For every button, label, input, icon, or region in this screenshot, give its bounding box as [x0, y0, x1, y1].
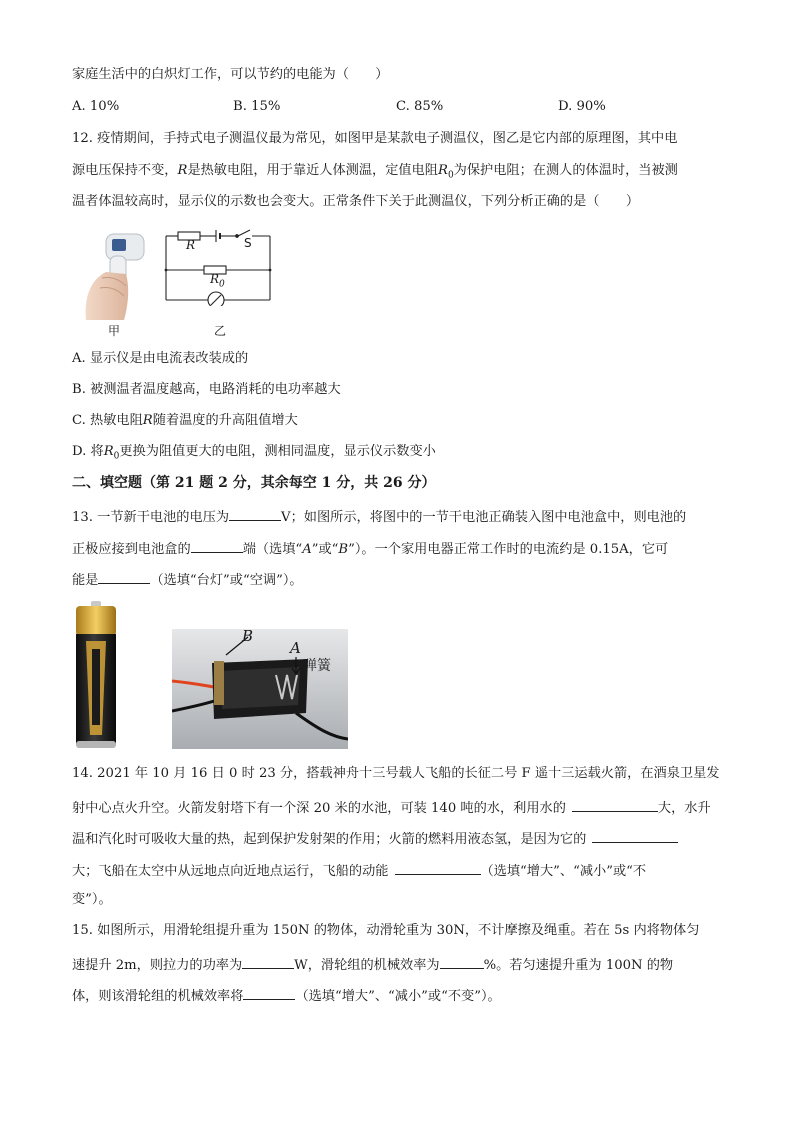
q11-option-d: D. 90% [558, 99, 606, 114]
q11-option-a: A. 10% [72, 99, 120, 114]
q14-line-2 [72, 797, 711, 818]
q12-opt-d-sub: 0 [113, 451, 120, 462]
photo-label-spring: 弹簧 [303, 658, 331, 674]
q14-line-3 [72, 828, 678, 849]
q15-line-1: 15. 如图所示，用滑轮组提升重为 150N 的物体，动滑轮重为 30N，不计摩擦及绳重。若在 5s 内将物体匀 [72, 923, 700, 938]
q15-text: %。若匀速提升重为 100N 的物 [483, 958, 674, 973]
q12-option-d [72, 443, 436, 466]
answer-blank[interactable] [229, 506, 281, 521]
q14-text: （选填“增大”、“减小”或“不 [480, 864, 647, 879]
q13-var-a: A [302, 542, 312, 557]
figure-yi-caption: 乙 [214, 324, 227, 338]
q13-text: 能是 [72, 573, 99, 588]
q12-opt-c-text: 随着温度的升高阻值增大 [152, 413, 298, 428]
q11-option-b: B. 15% [233, 99, 281, 114]
answer-blank[interactable] [242, 954, 294, 969]
q12-opt-d-text: 更换为阻值更大的电阻，测相同温度，显示仪示数变小 [119, 444, 436, 459]
q12-line-2 [72, 162, 678, 185]
label-r: R [186, 238, 196, 252]
q12-var-r: R [177, 163, 188, 178]
photo-label-b: B [242, 627, 254, 645]
q15-line-3 [72, 985, 501, 1006]
q12-option-b: B. 被测温者温度越高，电路消耗的电功率越大 [72, 382, 341, 397]
q12-opt-d-var: R [103, 444, 114, 459]
thermometer-figure [76, 228, 148, 320]
q13-text: 端（选填“ [242, 542, 303, 557]
answer-blank[interactable] [440, 954, 484, 969]
q14-text: 射中心点火升空。火箭发射塔下有一个深 20 米的水池，可装 140 吨的水，利用水的 [72, 801, 566, 816]
q12-line-3: 温者体温较高时，显示仪的示数也会变大。正常条件下关于此测温仪，下列分析正确的是（ ） [72, 194, 640, 209]
q14-text: 大，水升 [657, 801, 711, 816]
label-r0 [210, 272, 225, 289]
q13-line-1 [72, 506, 686, 527]
q12-opt-c-var: R [142, 413, 153, 428]
answer-blank[interactable] [572, 797, 658, 812]
q13-line-2 [72, 538, 668, 559]
q12-option-a: A. 显示仪是由电流表改装成的 [72, 351, 249, 366]
q11-tail: 家庭生活中的白炽灯工作，可以节约的电能为（ ） [72, 67, 389, 82]
q13-text: 13. 一节新干电池的电压为 [72, 510, 230, 525]
q13-line-3 [72, 569, 303, 590]
label-r0-main: R [210, 272, 220, 286]
photo-label-a: A [290, 639, 301, 657]
q13-var-b: B [338, 542, 349, 557]
battery-illustration [72, 601, 120, 749]
answer-blank[interactable] [592, 828, 678, 843]
q12-option-c [72, 412, 298, 430]
q15-text: 速提升 2m，则拉力的功率为 [72, 958, 243, 973]
q13-text: V；如图所示，将图中的一节干电池正确装入图中电池盒中，则电池的 [281, 510, 687, 525]
answer-blank[interactable] [243, 985, 295, 1000]
q12-text: 为保护电阻；在测人的体温时，当被测 [453, 163, 678, 178]
q12-text: 是热敏电阻，用于靠近人体测温，定值电阻 [187, 163, 438, 178]
q14-line-5: 变”）。 [72, 892, 112, 907]
q13-text: ”或“ [311, 542, 339, 557]
circuit-svg [160, 226, 276, 306]
answer-blank[interactable] [191, 538, 243, 553]
q14-text: 温和汽化时可吸收大量的热，起到保护发射架的作用；火箭的燃料用液态氢，是因为它的 [72, 832, 587, 847]
answer-blank[interactable] [98, 569, 150, 584]
circuit-diagram [160, 226, 276, 306]
answer-blank[interactable] [395, 860, 481, 875]
q14-line-1: 14. 2021 年 10 月 16 日 0 时 23 分，搭载神舟十三号载人飞船的长征二号 F 遥十三运载火箭，在酒泉卫星发 [72, 766, 720, 781]
q13-text: 正极应接到电池盒的 [72, 542, 191, 557]
meter-icon [208, 292, 224, 306]
q15-text: （选填“增大”、“减小”或“不变”）。 [295, 989, 501, 1004]
thermometer-illustration [76, 228, 148, 320]
q14-line-4 [72, 860, 646, 881]
battery-box-illustration [172, 629, 348, 749]
q12-opt-c-text: C. 热敏电阻 [72, 413, 143, 428]
figure-jia-caption: 甲 [108, 324, 121, 338]
q13-text: ”）。一个家用电器正常工作时的电流约是 0.15A，它可 [348, 542, 669, 557]
section-heading: 二、填空题（第 21 题 2 分，其余每空 1 分，共 26 分） [72, 475, 436, 491]
battery-box-photo [172, 629, 348, 749]
q13-text: （选填“台灯”或“空调”）。 [150, 573, 303, 588]
q14-text: 大；飞船在太空中从远地点向近地点运行，飞船的动能 [72, 864, 389, 879]
q12-var-r0: R [438, 163, 448, 178]
q15-line-2 [72, 954, 673, 975]
q12-line-1: 12. 疫情期间，手持式电子测温仪最为常见，如图甲是某款电子测温仪，图乙是它内部的原理图，其中电 [72, 131, 678, 146]
q11-option-c: C. 85% [396, 99, 444, 114]
label-s: S [244, 236, 252, 250]
q12-text: 源电压保持不变， [72, 163, 178, 178]
q12-opt-d-text: D. 将 [72, 444, 104, 459]
q15-text: 体，则该滑轮组的机械效率将 [72, 989, 244, 1004]
q12-var-r0-sub: 0 [447, 170, 454, 181]
label-r0-sub: 0 [219, 279, 225, 290]
aa-battery-photo [72, 601, 120, 749]
q15-text: W，滑轮组的机械效率为 [294, 958, 440, 973]
